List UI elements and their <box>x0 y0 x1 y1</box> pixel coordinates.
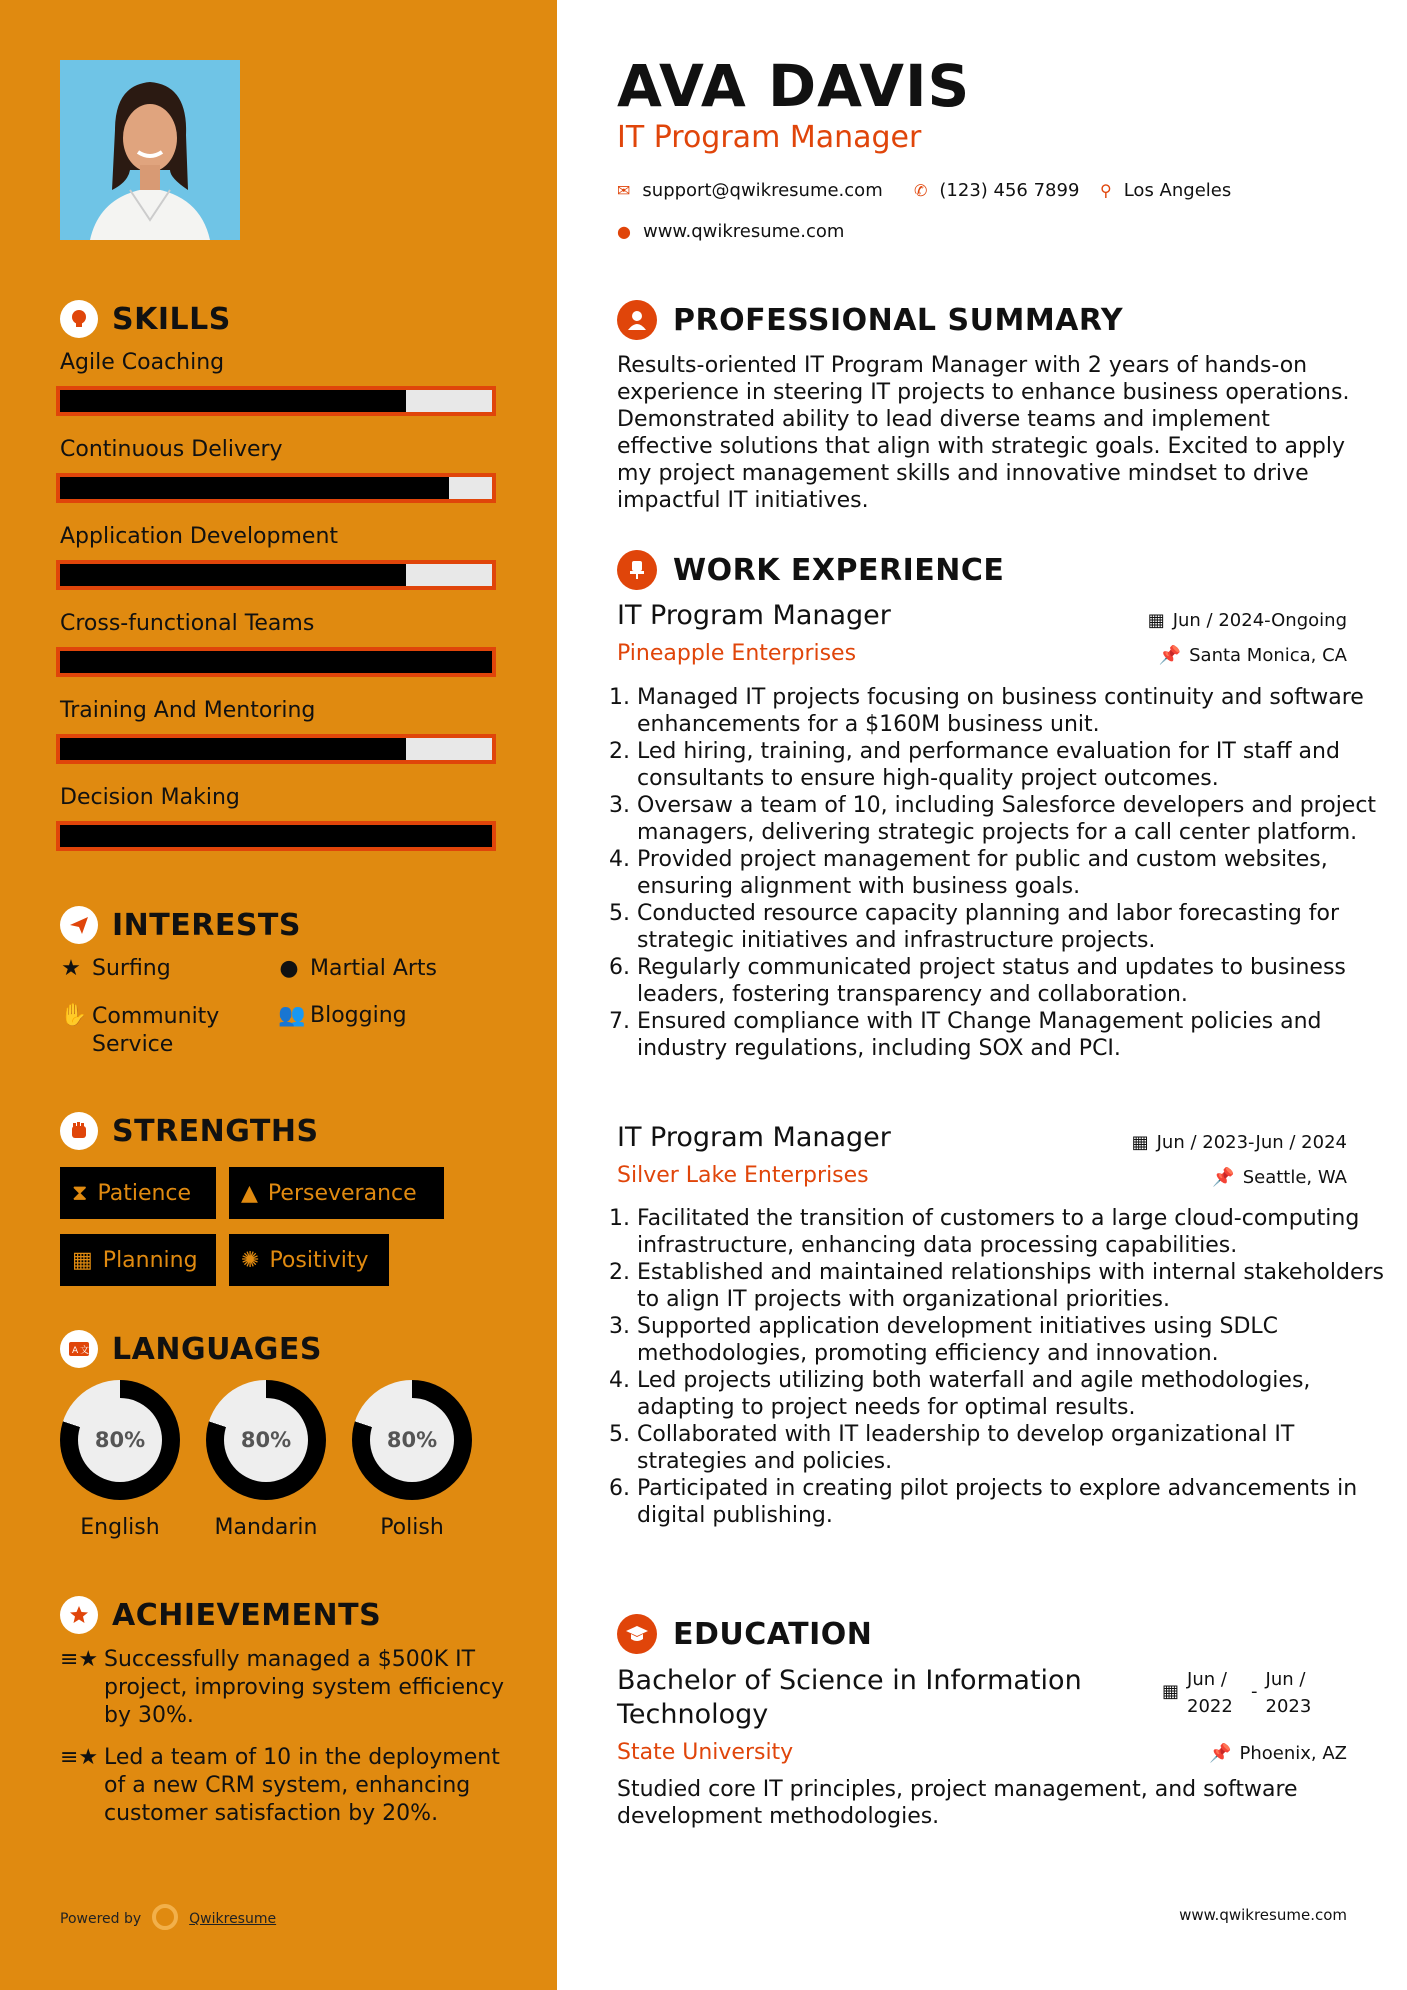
pushpin-icon: 📌 <box>1209 1743 1232 1764</box>
globe-icon: ● <box>279 956 299 981</box>
achievement-item <box>60 1744 510 1828</box>
calendar-icon: ▦ <box>72 1247 93 1273</box>
achievements-heading <box>60 1596 381 1634</box>
skill-label: Decision Making <box>60 785 240 810</box>
hourglass-icon: ⧗ <box>72 1180 88 1206</box>
language-ring <box>352 1380 472 1500</box>
job-duty: 6. Regularly communicated project status and updates to business leaders, fostering transparency and collaboration. <box>637 954 1387 1008</box>
skill-bar-fill <box>60 390 406 412</box>
job-duties-list <box>617 1205 1387 1529</box>
strength-label: Positivity <box>269 1247 369 1273</box>
skill-bar <box>56 821 496 851</box>
graduation-cap-icon <box>617 1614 657 1654</box>
strength-label: Planning <box>102 1247 198 1273</box>
phone-text: (123) 456 7899 <box>939 180 1080 201</box>
skill-bar-fill <box>60 564 406 586</box>
job-location-text: Seattle, WA <box>1242 1167 1347 1188</box>
education-dates <box>1162 1666 1322 1720</box>
achievement-item <box>60 1646 510 1730</box>
education-heading <box>617 1614 872 1654</box>
skill-bar-fill <box>60 825 492 847</box>
qwikresume-logo-icon <box>151 1903 179 1935</box>
education-location-text: Phoenix, AZ <box>1239 1743 1347 1764</box>
skills-title: SKILLS <box>112 301 231 337</box>
skill-bar <box>56 647 496 677</box>
education-location <box>1209 1743 1347 1764</box>
envelope-icon: ✉ <box>617 181 631 200</box>
candidate-role: IT Program Manager <box>617 120 922 155</box>
job-dates <box>1148 610 1347 631</box>
pushpin-icon: 📌 <box>1212 1167 1235 1188</box>
job-duty: 2. Led hiring, training, and performance evaluation for IT staff and consultants to ensure high-quality project outcomes. <box>637 738 1387 792</box>
summary-text: Results-oriented IT Program Manager with 2 years of hands-on experience in steering IT projects to enhance business operations. Demonstrated ability to lead diverse teams and implement effective solutions that align with strategic goals. Excited to apply my project management skills and innovative mindset to drive impactful IT initiatives. <box>617 353 1350 513</box>
job-company: Silver Lake Enterprises <box>617 1163 869 1188</box>
strength-badge <box>60 1234 216 1286</box>
strengths-heading <box>60 1112 319 1150</box>
calendar-icon: ▦ <box>1162 1681 1180 1702</box>
star-trail-icon: ≡★ <box>60 1647 99 1672</box>
footer-website[interactable]: www.qwikresume.com <box>1179 1906 1347 1924</box>
job-title: IT Program Manager <box>617 600 891 631</box>
map-pin-icon: ⚲ <box>1100 181 1112 200</box>
language-percent: 80% <box>370 1398 454 1482</box>
skill-label: Agile Coaching <box>60 350 225 375</box>
language-ring <box>206 1380 326 1500</box>
job-company: Pineapple Enterprises <box>617 641 857 666</box>
skills-heading <box>60 300 231 338</box>
job-duty: 1. Facilitated the transition of customers to a large cloud-computing infrastructure, enhancing data processing capabilities. <box>637 1205 1387 1259</box>
interest-item <box>278 1003 407 1028</box>
job-location-text: Santa Monica, CA <box>1189 645 1347 666</box>
education-date-end: Jun / 2023 <box>1265 1669 1312 1717</box>
language-name: Polish <box>380 1515 444 1540</box>
job-duty: 6. Participated in creating pilot projects to explore advancements in digital publishing. <box>637 1475 1387 1529</box>
sidebar <box>0 0 557 1990</box>
skill-label: Continuous Delivery <box>60 437 283 462</box>
email-text: support@qwikresume.com <box>642 180 883 201</box>
summary-title: PROFESSIONAL SUMMARY <box>673 302 1124 338</box>
powered-by <box>60 1903 276 1935</box>
interest-item <box>60 1003 240 1059</box>
paper-plane-icon <box>60 906 98 944</box>
job-duty: 1. Managed IT projects focusing on business continuity and software enhancements for a $160M business unit. <box>637 684 1387 738</box>
skill-bar-fill <box>60 738 406 760</box>
strength-label: Patience <box>97 1180 192 1206</box>
website-text: www.qwikresume.com <box>642 221 845 242</box>
education-date-start: Jun / 2022 <box>1187 1669 1233 1717</box>
interests-title: INTERESTS <box>112 907 301 943</box>
main-content <box>557 0 1407 1990</box>
globe-icon: ● <box>617 222 631 241</box>
svg-text:文: 文 <box>80 1346 90 1356</box>
contact-website[interactable] <box>617 221 844 242</box>
job-duty: 3. Supported application development initiatives using SDLC methodologies, promoting efficiency and innovation. <box>637 1313 1387 1367</box>
strength-badge <box>60 1167 216 1219</box>
languages-title: LANGUAGES <box>112 1331 322 1367</box>
skill-bar-fill <box>60 651 492 673</box>
sun-icon: ✺ <box>241 1247 260 1273</box>
interest-label: Martial Arts <box>310 956 438 981</box>
interest-item <box>278 956 437 981</box>
star-trail-icon: ≡★ <box>60 1745 99 1770</box>
job-duty: 5. Conducted resource capacity planning and labor forecasting for strategic initiatives and infrastructure projects. <box>637 900 1387 954</box>
language-name: Mandarin <box>214 1515 318 1540</box>
job-duties-list <box>617 684 1387 1062</box>
language-icon <box>60 1330 98 1368</box>
calendar-icon: ▦ <box>1147 610 1165 631</box>
school-name: State University <box>617 1740 794 1765</box>
language-percent: 80% <box>224 1398 308 1482</box>
skill-label: Cross-functional Teams <box>60 611 315 636</box>
degree-title: Bachelor of Science in Information Technology <box>617 1665 1082 1730</box>
achievement-text: Successfully managed a $500K IT project, improving system efficiency by 30%. <box>104 1647 505 1728</box>
achievements-title: ACHIEVEMENTS <box>112 1597 382 1633</box>
education-title: EDUCATION <box>673 1616 873 1652</box>
skill-bar-fill <box>60 477 449 499</box>
skill-bar <box>56 473 496 503</box>
education-description: Studied core IT principles, project management, and software development methodologies. <box>617 1777 1298 1829</box>
interests-heading <box>60 906 301 944</box>
hand-icon: ✋ <box>60 1003 88 1028</box>
strengths-title: STRENGTHS <box>112 1113 319 1149</box>
user-icon <box>617 300 657 340</box>
interest-label: Blogging <box>310 1003 407 1028</box>
fist-icon <box>60 1112 98 1150</box>
language-ring <box>60 1380 180 1500</box>
job-duty: 7. Ensured compliance with IT Change Management policies and industry regulations, including SOX and PCI. <box>637 1008 1387 1062</box>
job-duty: 4. Led projects utilizing both waterfall and agile methodologies, adapting to project needs for optimal results. <box>637 1367 1387 1421</box>
lightbulb-icon <box>60 300 98 338</box>
profile-photo <box>60 60 240 240</box>
interest-label: Surfing <box>92 956 171 981</box>
job-duty: 5. Collaborated with IT leadership to develop organizational IT strategies and policies. <box>637 1421 1387 1475</box>
work-title: WORK EXPERIENCE <box>673 552 1005 588</box>
award-star-icon <box>60 1596 98 1634</box>
summary-heading <box>617 300 1123 340</box>
job-dates <box>1132 1132 1347 1153</box>
phone-icon: ✆ <box>914 181 928 200</box>
powered-by-brand-link[interactable]: Qwikresume <box>189 1911 277 1927</box>
pushpin-icon: 📌 <box>1158 645 1182 666</box>
calendar-icon: ▦ <box>1131 1132 1149 1153</box>
job-dates-text: Jun / 2024-Ongoing <box>1172 610 1347 631</box>
strength-label: Perseverance <box>267 1180 417 1206</box>
candidate-name: AVA DAVIS <box>617 52 971 120</box>
skill-label: Application Development <box>60 524 339 549</box>
skill-label: Training And Mentoring <box>60 698 316 723</box>
interest-item <box>60 956 171 981</box>
skill-bar <box>56 386 496 416</box>
languages-heading <box>60 1330 322 1368</box>
strength-badge <box>229 1167 444 1219</box>
interest-label: Community Service <box>92 1004 220 1057</box>
job-dates-text: Jun / 2023-Jun / 2024 <box>1156 1132 1347 1153</box>
road-icon: ▲ <box>241 1180 258 1206</box>
language-percent: 80% <box>78 1398 162 1482</box>
job-location <box>1159 645 1347 666</box>
job-duty: 2. Established and maintained relationships with internal stakeholders to align IT projects with organizational priorities. <box>637 1259 1387 1313</box>
job-duty: 4. Provided project management for public and custom websites, ensuring alignment with business goals. <box>637 846 1387 900</box>
date-separator: - <box>1251 1681 1258 1702</box>
powered-by-label: Powered by <box>60 1911 142 1927</box>
chair-icon <box>617 550 657 590</box>
star-icon: ★ <box>61 956 81 981</box>
contact-email[interactable] <box>617 180 883 201</box>
achievement-text: Led a team of 10 in the deployment of a new CRM system, enhancing customer satisfaction by 20%. <box>104 1745 500 1826</box>
skill-bar <box>56 734 496 764</box>
job-title: IT Program Manager <box>617 1122 891 1153</box>
svg-text:A: A <box>72 1346 79 1356</box>
language-name: English <box>80 1515 160 1540</box>
location-text: Los Angeles <box>1123 180 1232 201</box>
skill-bar <box>56 560 496 590</box>
contact-phone[interactable] <box>914 180 1079 201</box>
job-duty: 3. Oversaw a team of 10, including Salesforce developers and project managers, delivering strategic projects for a call center platform. <box>637 792 1387 846</box>
work-heading <box>617 550 1004 590</box>
users-icon: 👥 <box>278 1003 306 1028</box>
job-location <box>1212 1167 1347 1188</box>
strength-badge <box>229 1234 389 1286</box>
contact-location <box>1100 180 1231 201</box>
